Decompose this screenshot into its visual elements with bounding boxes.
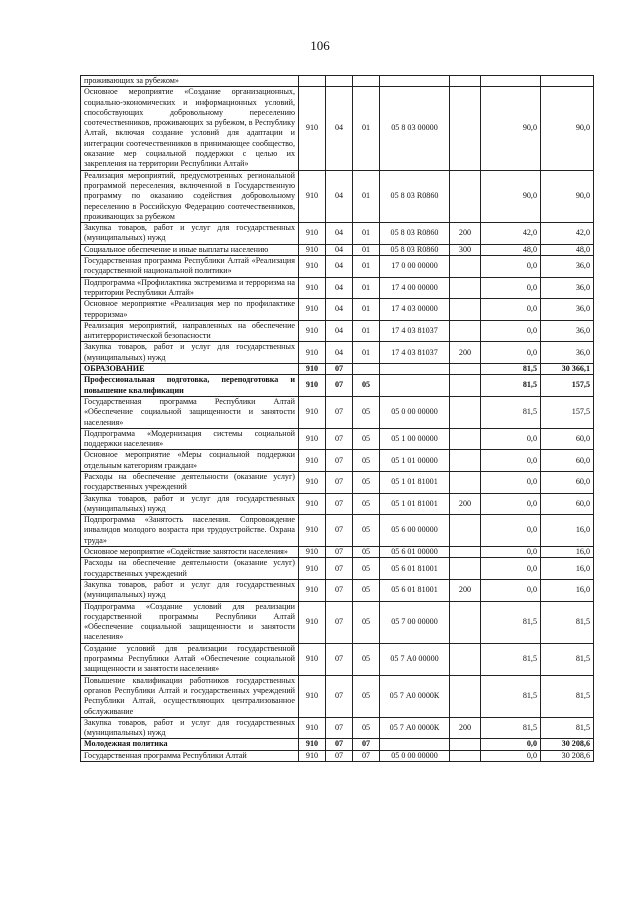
amount-b-cell: 90,0 (541, 87, 594, 170)
subsection-code-cell: 05 (353, 493, 380, 515)
table-row (81, 643, 594, 675)
row-name-cell: Государственная программа Республики Алтай (81, 750, 299, 761)
table-row (81, 320, 594, 342)
department-code-cell: 910 (299, 87, 326, 170)
target-article-cell (380, 364, 450, 375)
amount-b-cell (541, 76, 594, 87)
target-article-cell (380, 76, 450, 87)
row-name-cell: Закупка товаров, работ и услуг для государственных (муниципальных) нужд (81, 579, 299, 601)
row-name-cell: Основное мероприятие «Содействие занятости населения» (81, 547, 299, 558)
section-code-cell: 07 (326, 515, 353, 547)
amount-a-cell: 81,5 (481, 675, 541, 717)
target-article-cell: 05 1 01 00000 (380, 450, 450, 472)
expense-type-cell (450, 558, 481, 580)
expense-type-cell (450, 76, 481, 87)
department-code-cell: 910 (299, 750, 326, 761)
expense-type-cell (450, 256, 481, 278)
department-code-cell: 910 (299, 601, 326, 643)
expense-type-cell (450, 750, 481, 761)
row-name-cell: Реализация мероприятий, предусмотренных региональной программой переселения, включенной в Государственную программу по оказанию содействия добровольному переселению в Российскую Федерацию соотечественников, проживающих за рубежом (81, 170, 299, 222)
section-code-cell: 07 (326, 750, 353, 761)
row-name-cell: Закупка товаров, работ и услуг для государственных (муниципальных) нужд (81, 223, 299, 245)
amount-a-cell: 0,0 (481, 277, 541, 299)
amount-a-cell: 81,5 (481, 396, 541, 428)
row-name-cell: Государственная программа Республики Алтай «Обеспечение социальной защищенности и занятости населения» (81, 396, 299, 428)
subsection-code-cell: 01 (353, 87, 380, 170)
row-name-cell: Подпрограмма «Модернизация системы социальной поддержки населения» (81, 428, 299, 450)
section-code-cell: 04 (326, 170, 353, 222)
row-name-cell: Основное мероприятие «Меры социальной поддержки отдельным категориям граждан» (81, 450, 299, 472)
amount-a-cell: 81,5 (481, 717, 541, 739)
section-code-cell: 04 (326, 320, 353, 342)
amount-a-cell (481, 76, 541, 87)
row-name-cell: проживающих за рубежом» (81, 76, 299, 87)
section-code-cell: 07 (326, 364, 353, 375)
section-code-cell: 07 (326, 739, 353, 750)
amount-b-cell: 60,0 (541, 471, 594, 493)
department-code-cell: 910 (299, 450, 326, 472)
page-number: 106 (310, 38, 330, 53)
target-article-cell: 05 8 03 R0860 (380, 244, 450, 255)
department-code-cell: 910 (299, 170, 326, 222)
expense-type-cell (450, 277, 481, 299)
section-code-cell: 07 (326, 579, 353, 601)
target-article-cell: 05 1 01 81001 (380, 493, 450, 515)
subsection-code-cell: 01 (353, 223, 380, 245)
table-row (81, 364, 594, 375)
row-name-cell: Создание условий для реализации государственной программы Республики Алтай «Обеспечение социальной защищенности и занятости населения» (81, 643, 299, 675)
subsection-code-cell: 05 (353, 547, 380, 558)
target-article-cell: 05 7 А0 0000К (380, 717, 450, 739)
amount-a-cell: 0,0 (481, 579, 541, 601)
department-code-cell (299, 76, 326, 87)
amount-a-cell: 0,0 (481, 739, 541, 750)
department-code-cell: 910 (299, 375, 326, 397)
table-row (81, 579, 594, 601)
section-code-cell: 04 (326, 342, 353, 364)
amount-a-cell: 0,0 (481, 342, 541, 364)
amount-a-cell: 81,5 (481, 601, 541, 643)
expense-type-cell (450, 320, 481, 342)
budget-table (80, 75, 594, 762)
section-code-cell: 04 (326, 87, 353, 170)
section-code-cell: 04 (326, 244, 353, 255)
department-code-cell: 910 (299, 396, 326, 428)
section-code-cell: 07 (326, 493, 353, 515)
amount-b-cell: 157,5 (541, 396, 594, 428)
amount-b-cell: 60,0 (541, 493, 594, 515)
target-article-cell: 05 1 00 00000 (380, 428, 450, 450)
expense-type-cell (450, 428, 481, 450)
subsection-code-cell: 05 (353, 428, 380, 450)
amount-b-cell: 48,0 (541, 244, 594, 255)
table-row (81, 558, 594, 580)
amount-b-cell: 16,0 (541, 515, 594, 547)
row-name-cell: Реализация мероприятий, направленных на обеспечение антитеррористической безопасности (81, 320, 299, 342)
amount-b-cell: 157,5 (541, 375, 594, 397)
section-code-cell: 07 (326, 558, 353, 580)
table-row (81, 256, 594, 278)
amount-b-cell: 81,5 (541, 601, 594, 643)
section-code-cell: 04 (326, 299, 353, 321)
subsection-code-cell: 05 (353, 717, 380, 739)
target-article-cell: 05 8 03 R0860 (380, 170, 450, 222)
row-name-cell: Основное мероприятие «Реализация мер по профилактике терроризма» (81, 299, 299, 321)
table-row (81, 717, 594, 739)
table-row (81, 739, 594, 750)
amount-b-cell: 30 208,6 (541, 739, 594, 750)
amount-a-cell: 81,5 (481, 375, 541, 397)
target-article-cell (380, 375, 450, 397)
subsection-code-cell: 05 (353, 375, 380, 397)
department-code-cell: 910 (299, 717, 326, 739)
table-row (81, 87, 594, 170)
amount-a-cell: 90,0 (481, 87, 541, 170)
subsection-code-cell: 07 (353, 750, 380, 761)
expense-type-cell: 200 (450, 717, 481, 739)
row-name-cell: ОБРАЗОВАНИЕ (81, 364, 299, 375)
row-name-cell: Повышение квалификации работников государственных органов Республики Алтай и государственных учреждений Республики Алтай, осуществляющих централизованное обслуживание (81, 675, 299, 717)
table-row (81, 471, 594, 493)
subsection-code-cell: 05 (353, 558, 380, 580)
amount-a-cell: 0,0 (481, 515, 541, 547)
department-code-cell: 910 (299, 558, 326, 580)
target-article-cell: 05 6 00 00000 (380, 515, 450, 547)
section-code-cell: 04 (326, 223, 353, 245)
section-code-cell (326, 76, 353, 87)
amount-b-cell: 81,5 (541, 675, 594, 717)
expense-type-cell (450, 739, 481, 750)
amount-a-cell: 0,0 (481, 471, 541, 493)
table-row (81, 428, 594, 450)
table-row (81, 277, 594, 299)
target-article-cell: 05 7 А0 0000К (380, 675, 450, 717)
subsection-code-cell: 05 (353, 601, 380, 643)
department-code-cell: 910 (299, 320, 326, 342)
row-name-cell: Закупка товаров, работ и услуг для государственных (муниципальных) нужд (81, 493, 299, 515)
section-code-cell: 07 (326, 396, 353, 428)
department-code-cell: 910 (299, 428, 326, 450)
amount-b-cell: 16,0 (541, 547, 594, 558)
target-article-cell: 17 4 03 00000 (380, 299, 450, 321)
row-name-cell: Расходы на обеспечение деятельности (оказание услуг) государственных учреждений (81, 558, 299, 580)
amount-b-cell: 60,0 (541, 428, 594, 450)
target-article-cell: 05 1 01 81001 (380, 471, 450, 493)
department-code-cell: 910 (299, 223, 326, 245)
amount-b-cell: 16,0 (541, 558, 594, 580)
table-row (81, 675, 594, 717)
subsection-code-cell: 01 (353, 256, 380, 278)
section-code-cell: 07 (326, 471, 353, 493)
amount-b-cell: 90,0 (541, 170, 594, 222)
table-row (81, 750, 594, 761)
amount-a-cell: 0,0 (481, 428, 541, 450)
section-code-cell: 07 (326, 643, 353, 675)
subsection-code-cell: 01 (353, 342, 380, 364)
table-row (81, 170, 594, 222)
department-code-cell: 910 (299, 299, 326, 321)
department-code-cell: 910 (299, 256, 326, 278)
expense-type-cell (450, 450, 481, 472)
section-code-cell: 07 (326, 375, 353, 397)
table-row (81, 244, 594, 255)
expense-type-cell (450, 364, 481, 375)
subsection-code-cell: 01 (353, 244, 380, 255)
amount-b-cell: 60,0 (541, 450, 594, 472)
amount-b-cell: 36,0 (541, 256, 594, 278)
amount-a-cell: 0,0 (481, 547, 541, 558)
table-row (81, 493, 594, 515)
expense-type-cell (450, 396, 481, 428)
table-row (81, 299, 594, 321)
expense-type-cell: 200 (450, 223, 481, 245)
target-article-cell: 17 4 03 81037 (380, 342, 450, 364)
section-code-cell: 04 (326, 256, 353, 278)
table-row (81, 515, 594, 547)
department-code-cell: 910 (299, 244, 326, 255)
amount-a-cell: 0,0 (481, 320, 541, 342)
table-row (81, 450, 594, 472)
expense-type-cell (450, 515, 481, 547)
subsection-code-cell: 01 (353, 320, 380, 342)
amount-b-cell: 81,5 (541, 717, 594, 739)
target-article-cell: 05 6 01 81001 (380, 579, 450, 601)
amount-a-cell: 0,0 (481, 299, 541, 321)
target-article-cell (380, 739, 450, 750)
subsection-code-cell: 05 (353, 579, 380, 601)
target-article-cell: 05 6 01 00000 (380, 547, 450, 558)
table-row (81, 223, 594, 245)
department-code-cell: 910 (299, 739, 326, 750)
subsection-code-cell: 05 (353, 643, 380, 675)
row-name-cell: Основное мероприятие «Создание организационных, социально-экономических и информационных условий, способствующих добровольному переселению соотечественников, проживающих за рубежом, в Республику Алтай, включая создание условий для адаптации и интеграции соотечественников в принимающее сообщество, оказание мер социальной поддержки с целью их закрепления на территории Республики Алтай» (81, 87, 299, 170)
target-article-cell: 05 7 00 00000 (380, 601, 450, 643)
table-row (81, 601, 594, 643)
expense-type-cell (450, 87, 481, 170)
expense-type-cell (450, 643, 481, 675)
subsection-code-cell (353, 364, 380, 375)
amount-a-cell: 0,0 (481, 256, 541, 278)
target-article-cell: 05 8 03 00000 (380, 87, 450, 170)
amount-a-cell: 0,0 (481, 750, 541, 761)
expense-type-cell (450, 375, 481, 397)
expense-type-cell (450, 299, 481, 321)
target-article-cell: 17 0 00 00000 (380, 256, 450, 278)
amount-a-cell: 0,0 (481, 558, 541, 580)
subsection-code-cell: 01 (353, 170, 380, 222)
department-code-cell: 910 (299, 493, 326, 515)
department-code-cell: 910 (299, 342, 326, 364)
amount-b-cell: 16,0 (541, 579, 594, 601)
amount-a-cell: 81,5 (481, 643, 541, 675)
amount-b-cell: 36,0 (541, 320, 594, 342)
subsection-code-cell: 05 (353, 396, 380, 428)
amount-b-cell: 36,0 (541, 299, 594, 321)
row-name-cell: Социальное обеспечение и иные выплаты населению (81, 244, 299, 255)
amount-b-cell: 36,0 (541, 342, 594, 364)
department-code-cell: 910 (299, 579, 326, 601)
section-code-cell: 07 (326, 428, 353, 450)
row-name-cell: Подпрограмма «Создание условий для реализации государственной программы Республики Алтай «Обеспечение социальной защищенности и занятости населения» (81, 601, 299, 643)
table-row (81, 76, 594, 87)
row-name-cell: Расходы на обеспечение деятельности (оказание услуг) государственных учреждений (81, 471, 299, 493)
subsection-code-cell (353, 76, 380, 87)
section-code-cell: 07 (326, 547, 353, 558)
department-code-cell: 910 (299, 675, 326, 717)
expense-type-cell: 200 (450, 493, 481, 515)
amount-a-cell: 0,0 (481, 493, 541, 515)
subsection-code-cell: 05 (353, 450, 380, 472)
target-article-cell: 17 4 00 00000 (380, 277, 450, 299)
department-code-cell: 910 (299, 471, 326, 493)
amount-a-cell: 42,0 (481, 223, 541, 245)
section-code-cell: 07 (326, 450, 353, 472)
subsection-code-cell: 07 (353, 739, 380, 750)
table-row (81, 375, 594, 397)
subsection-code-cell: 05 (353, 515, 380, 547)
row-name-cell: Подпрограмма «Занятость населения. Сопровождение инвалидов молодого возраста при трудоустройстве. Охрана труда» (81, 515, 299, 547)
table-row (81, 547, 594, 558)
amount-b-cell: 42,0 (541, 223, 594, 245)
row-name-cell: Закупка товаров, работ и услуг для государственных (муниципальных) нужд (81, 717, 299, 739)
expense-type-cell (450, 547, 481, 558)
amount-a-cell: 90,0 (481, 170, 541, 222)
target-article-cell: 05 7 А0 00000 (380, 643, 450, 675)
subsection-code-cell: 01 (353, 299, 380, 321)
row-name-cell: Молодежная политика (81, 739, 299, 750)
amount-a-cell: 0,0 (481, 450, 541, 472)
subsection-code-cell: 05 (353, 675, 380, 717)
expense-type-cell (450, 675, 481, 717)
row-name-cell: Государственная программа Республики Алтай «Реализация государственной национальной политики» (81, 256, 299, 278)
row-name-cell: Подпрограмма «Профилактика экстремизма и терроризма на территории Республики Алтай» (81, 277, 299, 299)
amount-b-cell: 30 366,1 (541, 364, 594, 375)
section-code-cell: 07 (326, 601, 353, 643)
expense-type-cell (450, 170, 481, 222)
department-code-cell: 910 (299, 643, 326, 675)
section-code-cell: 07 (326, 717, 353, 739)
department-code-cell: 910 (299, 277, 326, 299)
section-code-cell: 04 (326, 277, 353, 299)
expense-type-cell: 300 (450, 244, 481, 255)
amount-b-cell: 81,5 (541, 643, 594, 675)
table-row (81, 342, 594, 364)
section-code-cell: 07 (326, 675, 353, 717)
department-code-cell: 910 (299, 547, 326, 558)
expense-type-cell (450, 471, 481, 493)
expense-type-cell (450, 601, 481, 643)
amount-a-cell: 48,0 (481, 244, 541, 255)
table-row (81, 396, 594, 428)
expense-type-cell: 200 (450, 579, 481, 601)
amount-a-cell: 81,5 (481, 364, 541, 375)
amount-b-cell: 30 208,6 (541, 750, 594, 761)
expense-type-cell: 200 (450, 342, 481, 364)
department-code-cell: 910 (299, 515, 326, 547)
target-article-cell: 05 0 00 00000 (380, 396, 450, 428)
target-article-cell: 05 6 01 81001 (380, 558, 450, 580)
target-article-cell: 17 4 03 81037 (380, 320, 450, 342)
row-name-cell: Профессиональная подготовка, переподготовка и повышение квалификации (81, 375, 299, 397)
target-article-cell: 05 8 03 R0860 (380, 223, 450, 245)
row-name-cell: Закупка товаров, работ и услуг для государственных (муниципальных) нужд (81, 342, 299, 364)
subsection-code-cell: 05 (353, 471, 380, 493)
amount-b-cell: 36,0 (541, 277, 594, 299)
target-article-cell: 05 0 00 00000 (380, 750, 450, 761)
subsection-code-cell: 01 (353, 277, 380, 299)
department-code-cell: 910 (299, 364, 326, 375)
